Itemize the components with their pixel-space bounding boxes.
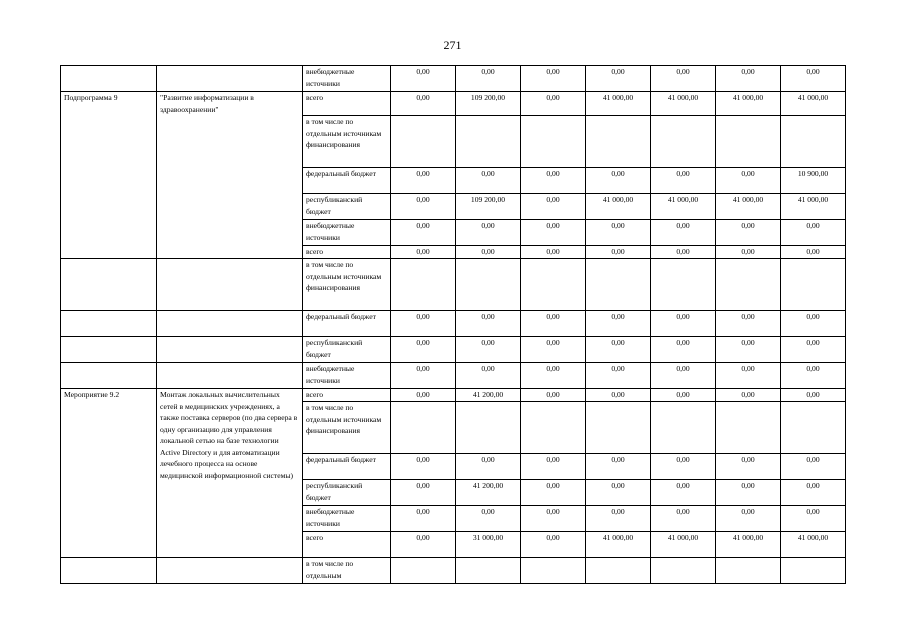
- funding-source-cell: внебюджетные источники: [303, 506, 391, 532]
- funding-source-cell: республиканский бюджет: [303, 194, 391, 220]
- funding-source-cell: республиканский бюджет: [303, 480, 391, 506]
- value-cell: 0,00: [456, 66, 521, 92]
- value-cell: [521, 558, 586, 584]
- funding-source-cell: внебюджетные источники: [303, 66, 391, 92]
- value-cell: 109 200,00: [456, 92, 521, 116]
- value-cell: 0,00: [651, 389, 716, 402]
- activity-name-cell: [157, 311, 303, 337]
- funding-source-cell: в том числе по отдельным: [303, 558, 391, 584]
- funding-source-cell: внебюджетные источники: [303, 363, 391, 389]
- funding-source-cell: в том числе по отдельным источникам финансирования: [303, 402, 391, 454]
- value-cell: 0,00: [781, 389, 846, 402]
- funding-source-cell: всего: [303, 246, 391, 259]
- value-cell: 0,00: [391, 480, 456, 506]
- value-cell: 0,00: [521, 454, 586, 480]
- value-cell: 0,00: [651, 66, 716, 92]
- table-row: [61, 337, 846, 363]
- funding-source-cell: внебюджетные источники: [303, 220, 391, 246]
- value-cell: 0,00: [651, 363, 716, 389]
- value-cell: 0,00: [716, 220, 781, 246]
- value-cell: [521, 402, 586, 454]
- value-cell: [781, 116, 846, 168]
- financing-table: [60, 65, 846, 584]
- value-cell: 0,00: [651, 480, 716, 506]
- table-row: [61, 363, 846, 389]
- value-cell: 0,00: [716, 168, 781, 194]
- value-cell: 0,00: [716, 311, 781, 337]
- value-cell: 0,00: [391, 363, 456, 389]
- value-cell: 41 000,00: [651, 92, 716, 116]
- program-cell: Мероприятие 9.2: [61, 389, 157, 558]
- value-cell: 0,00: [781, 337, 846, 363]
- value-cell: 0,00: [521, 480, 586, 506]
- value-cell: 41 000,00: [651, 194, 716, 220]
- value-cell: [651, 558, 716, 584]
- funding-source-cell: всего: [303, 389, 391, 402]
- table-row: [61, 389, 846, 402]
- activity-name-cell: [157, 66, 303, 92]
- value-cell: 0,00: [521, 506, 586, 532]
- value-cell: 0,00: [586, 480, 651, 506]
- value-cell: 0,00: [521, 311, 586, 337]
- value-cell: 0,00: [391, 389, 456, 402]
- value-cell: [521, 259, 586, 311]
- activity-name-cell: Монтаж локальных вычислительных сетей в медицинских учреждениях, а также поставка серверов (по два сервера в одну организацию для управления локальной сетью на базе технологии Active Directory и для автоматизации лечебного процесса на основе медицинской информационной системы): [157, 389, 303, 558]
- funding-source-cell: в том числе по отдельным источникам финансирования: [303, 259, 391, 311]
- table-row: [61, 66, 846, 92]
- value-cell: 0,00: [716, 363, 781, 389]
- value-cell: 41 000,00: [586, 92, 651, 116]
- funding-source-cell: республиканский бюджет: [303, 337, 391, 363]
- table-row: [61, 259, 846, 311]
- value-cell: 41 000,00: [781, 532, 846, 558]
- value-cell: 0,00: [521, 532, 586, 558]
- value-cell: 0,00: [456, 220, 521, 246]
- value-cell: [716, 259, 781, 311]
- activity-name-cell: [157, 337, 303, 363]
- value-cell: 0,00: [586, 311, 651, 337]
- value-cell: [651, 259, 716, 311]
- program-cell: [61, 66, 157, 92]
- value-cell: 0,00: [456, 506, 521, 532]
- value-cell: 0,00: [781, 66, 846, 92]
- value-cell: 0,00: [521, 168, 586, 194]
- value-cell: 0,00: [586, 454, 651, 480]
- value-cell: 0,00: [716, 66, 781, 92]
- value-cell: 0,00: [716, 246, 781, 259]
- funding-source-cell: федеральный бюджет: [303, 311, 391, 337]
- program-cell: [61, 558, 157, 584]
- value-cell: 0,00: [716, 337, 781, 363]
- value-cell: 0,00: [781, 220, 846, 246]
- value-cell: 0,00: [391, 311, 456, 337]
- value-cell: 0,00: [521, 66, 586, 92]
- value-cell: 0,00: [391, 66, 456, 92]
- value-cell: 10 900,00: [781, 168, 846, 194]
- value-cell: [391, 259, 456, 311]
- value-cell: 41 000,00: [716, 532, 781, 558]
- table-row: [61, 92, 846, 116]
- value-cell: [456, 558, 521, 584]
- value-cell: 0,00: [586, 246, 651, 259]
- activity-name-cell: [157, 259, 303, 311]
- value-cell: 0,00: [456, 363, 521, 389]
- value-cell: [586, 402, 651, 454]
- value-cell: 0,00: [781, 480, 846, 506]
- value-cell: 0,00: [586, 168, 651, 194]
- value-cell: [781, 402, 846, 454]
- program-cell: [61, 311, 157, 337]
- value-cell: [781, 259, 846, 311]
- value-cell: 0,00: [456, 168, 521, 194]
- value-cell: [586, 259, 651, 311]
- value-cell: 0,00: [716, 389, 781, 402]
- value-cell: 0,00: [391, 532, 456, 558]
- value-cell: 0,00: [391, 337, 456, 363]
- table-row: [61, 311, 846, 337]
- program-cell: [61, 337, 157, 363]
- value-cell: 0,00: [586, 506, 651, 532]
- funding-source-cell: федеральный бюджет: [303, 454, 391, 480]
- activity-name-cell: [157, 363, 303, 389]
- value-cell: 0,00: [521, 389, 586, 402]
- value-cell: 0,00: [521, 363, 586, 389]
- program-cell: [61, 259, 157, 311]
- value-cell: 41 200,00: [456, 389, 521, 402]
- value-cell: 0,00: [586, 363, 651, 389]
- value-cell: 0,00: [521, 337, 586, 363]
- page-number: 271: [443, 38, 462, 52]
- value-cell: 0,00: [391, 246, 456, 259]
- value-cell: 0,00: [391, 168, 456, 194]
- value-cell: [586, 558, 651, 584]
- value-cell: [521, 116, 586, 168]
- value-cell: 0,00: [651, 168, 716, 194]
- value-cell: 41 000,00: [651, 532, 716, 558]
- value-cell: 0,00: [651, 506, 716, 532]
- value-cell: 0,00: [651, 337, 716, 363]
- value-cell: [716, 402, 781, 454]
- value-cell: [586, 116, 651, 168]
- activity-name-cell: "Развитие информатизации в здравоохранении": [157, 92, 303, 259]
- funding-source-cell: федеральный бюджет: [303, 168, 391, 194]
- value-cell: 0,00: [391, 194, 456, 220]
- value-cell: 0,00: [716, 480, 781, 506]
- value-cell: 0,00: [456, 454, 521, 480]
- value-cell: 0,00: [781, 454, 846, 480]
- value-cell: 0,00: [716, 454, 781, 480]
- value-cell: 0,00: [781, 311, 846, 337]
- value-cell: [651, 402, 716, 454]
- value-cell: [391, 402, 456, 454]
- value-cell: 0,00: [716, 506, 781, 532]
- value-cell: [456, 116, 521, 168]
- value-cell: [716, 116, 781, 168]
- value-cell: 0,00: [781, 506, 846, 532]
- value-cell: 0,00: [781, 246, 846, 259]
- program-cell: [61, 363, 157, 389]
- value-cell: 41 000,00: [586, 532, 651, 558]
- value-cell: 0,00: [586, 337, 651, 363]
- value-cell: [456, 402, 521, 454]
- funding-source-cell: всего: [303, 532, 391, 558]
- funding-source-cell: всего: [303, 92, 391, 116]
- value-cell: [456, 259, 521, 311]
- funding-source-cell: в том числе по отдельным источникам финансирования: [303, 116, 391, 168]
- value-cell: 31 000,00: [456, 532, 521, 558]
- value-cell: 0,00: [521, 194, 586, 220]
- table-body: [61, 66, 846, 584]
- value-cell: [391, 116, 456, 168]
- value-cell: [651, 116, 716, 168]
- value-cell: [781, 558, 846, 584]
- value-cell: 41 000,00: [716, 194, 781, 220]
- value-cell: 0,00: [456, 311, 521, 337]
- value-cell: 0,00: [456, 246, 521, 259]
- value-cell: 0,00: [391, 454, 456, 480]
- value-cell: 41 000,00: [781, 92, 846, 116]
- value-cell: 109 200,00: [456, 194, 521, 220]
- value-cell: 0,00: [586, 220, 651, 246]
- value-cell: 0,00: [651, 454, 716, 480]
- table-row: [61, 558, 846, 584]
- value-cell: 0,00: [391, 92, 456, 116]
- value-cell: 0,00: [391, 506, 456, 532]
- value-cell: 0,00: [521, 246, 586, 259]
- value-cell: 0,00: [456, 337, 521, 363]
- activity-name-cell: [157, 558, 303, 584]
- value-cell: 41 000,00: [781, 194, 846, 220]
- value-cell: 0,00: [651, 311, 716, 337]
- value-cell: 0,00: [781, 363, 846, 389]
- value-cell: [391, 558, 456, 584]
- value-cell: 0,00: [391, 220, 456, 246]
- value-cell: 0,00: [651, 246, 716, 259]
- value-cell: 0,00: [586, 66, 651, 92]
- value-cell: 0,00: [651, 220, 716, 246]
- value-cell: 0,00: [521, 92, 586, 116]
- value-cell: 0,00: [586, 389, 651, 402]
- value-cell: 41 200,00: [456, 480, 521, 506]
- value-cell: 41 000,00: [586, 194, 651, 220]
- value-cell: [716, 558, 781, 584]
- value-cell: 41 000,00: [716, 92, 781, 116]
- value-cell: 0,00: [521, 220, 586, 246]
- program-cell: Подпрограмма 9: [61, 92, 157, 259]
